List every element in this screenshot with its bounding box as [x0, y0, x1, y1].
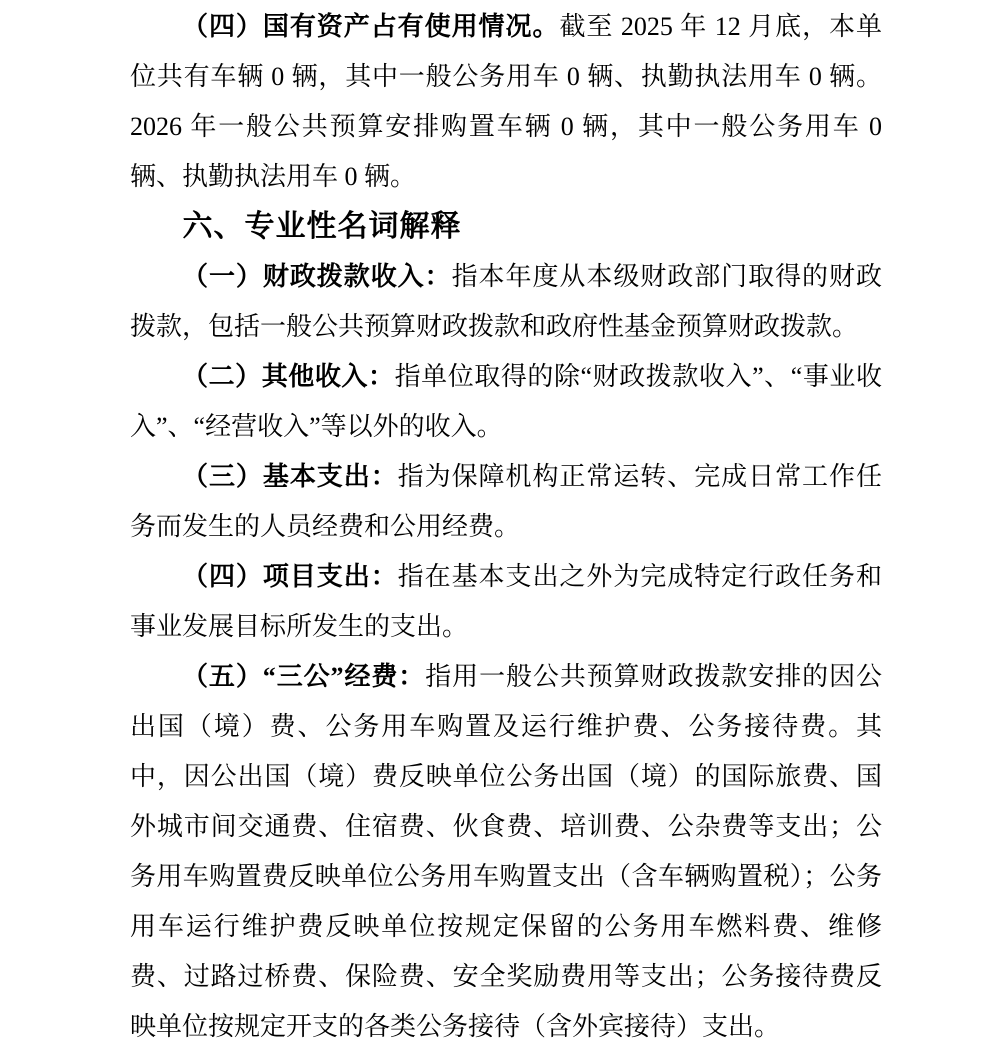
term-lead: （四）项目支出： — [182, 562, 398, 591]
intro-paragraph-lead: （四）国有资产占有使用情况。 — [182, 12, 560, 41]
term-paragraph-basic-expenditure — [130, 452, 882, 552]
term-paragraph-fiscal-appropriation-income — [130, 252, 882, 352]
term-lead: （五）“三公”经费： — [182, 662, 426, 691]
intro-paragraph-text: 截至 2025 年 12 月底，本单位共有车辆 0 辆，其中一般公务用车 0 辆、执勤执法用车 0 辆。2026 年一般公共预算安排购置车辆 0 辆，其中一般公务用车 0 辆、执勤执法用车 0 辆。 — [130, 12, 882, 191]
term-lead: （三）基本支出： — [182, 462, 398, 491]
term-text: 指单位取得的除“财政拨款收入”、“事业收入”、“经营收入”等以外的收入。 — [130, 362, 882, 441]
term-text: 指为保障机构正常运转、完成日常工作任务而发生的人员经费和公用经费。 — [130, 462, 882, 541]
intro-paragraph — [130, 2, 882, 202]
term-lead: （一）财政拨款收入： — [182, 262, 452, 291]
term-paragraph-other-income — [130, 352, 882, 452]
term-text: 指本年度从本级财政部门取得的财政拨款，包括一般公共预算财政拨款和政府性基金预算财政拨款。 — [130, 262, 882, 341]
term-paragraph-three-public-funds — [130, 652, 882, 1052]
section-heading: 六、专业性名词解释 — [182, 210, 462, 243]
term-paragraph-project-expenditure — [130, 552, 882, 652]
term-text: 指用一般公共预算财政拨款安排的因公出国（境）费、公务用车购置及运行维护费、公务接待费。其中，因公出国（境）费反映单位公务出国（境）的国际旅费、国外城市间交通费、住宿费、伙食费、培训费、公杂费等支出；公务用车购置费反映单位公务用车购置支出（含车辆购置税）；公务用车运行维护费反映单位按规定保留的公务用车燃料费、维修费、过路过桥费、保险费、安全奖励费用等支出；公务接待费反映单位按规定开支的各类公务接待（含外宾接待）支出。 — [130, 662, 882, 1041]
term-lead: （二）其他收入： — [182, 362, 395, 391]
term-text: 指在基本支出之外为完成特定行政任务和事业发展目标所发生的支出。 — [130, 562, 882, 641]
